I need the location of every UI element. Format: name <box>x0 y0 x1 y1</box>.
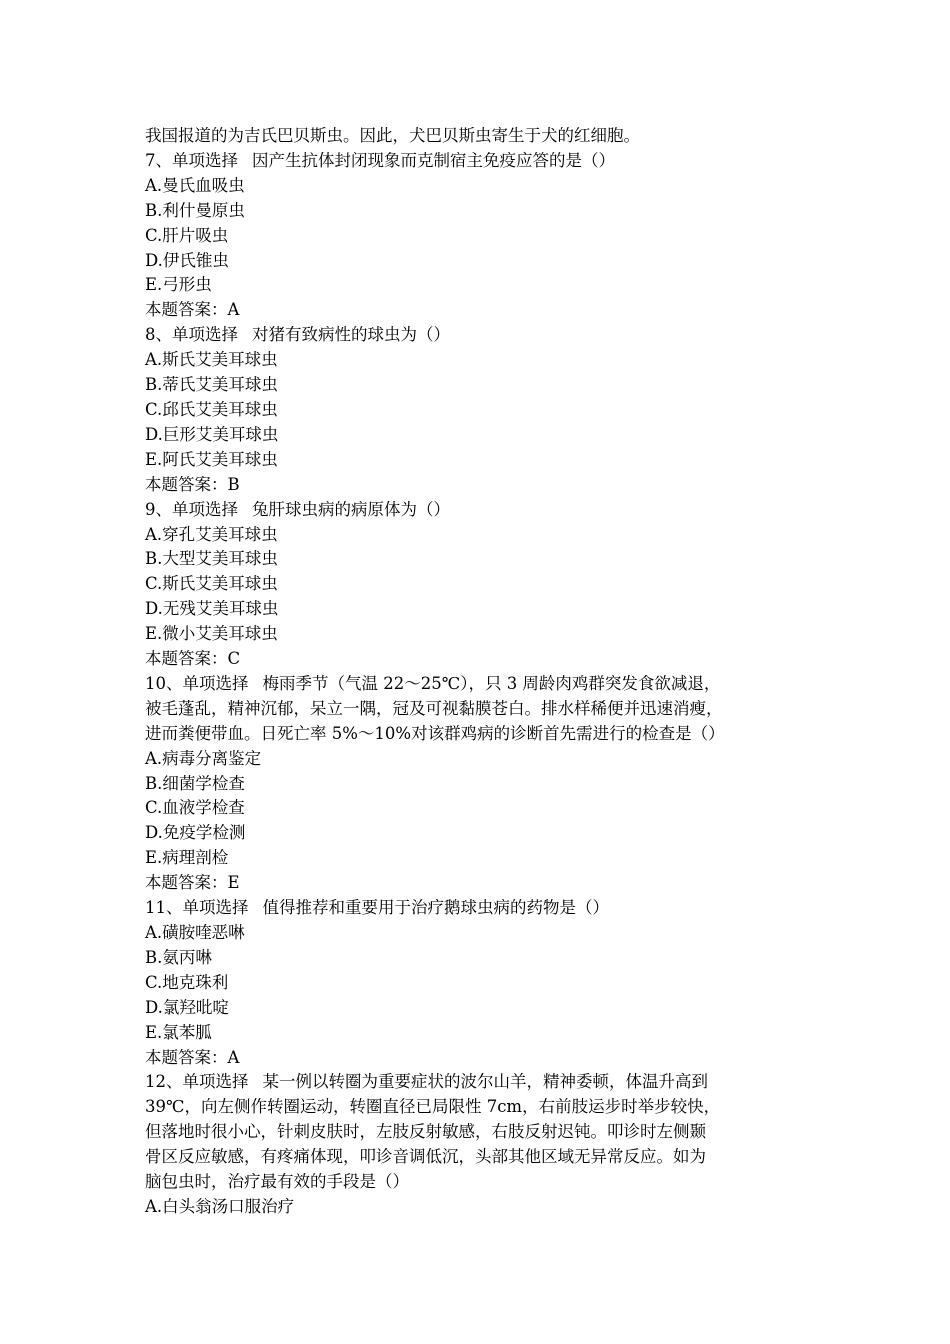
option-letter: A. <box>145 524 163 544</box>
question-number: 9、 <box>145 499 172 519</box>
question-number: 10、 <box>145 673 183 693</box>
option-c <box>145 224 815 249</box>
option-b <box>145 373 815 398</box>
option-letter: E. <box>145 275 163 295</box>
option-text: 曼氏血吸虫 <box>162 175 245 195</box>
option-d <box>145 996 815 1021</box>
answer-label: 本题答案： <box>145 1047 228 1067</box>
question-type: 单项选择 <box>182 673 249 693</box>
question-stem: 梅雨季节（气温 22～25℃），只 3 周龄肉鸡群突发食欲减退， <box>262 673 721 693</box>
option-b <box>145 199 815 224</box>
option-letter: E. <box>145 449 163 469</box>
question-number: 12、 <box>145 1072 183 1092</box>
question-stem-continued: 39℃，向左侧作转圈运动，转圈直径已局限性 7cm，右前肢运步时举步较快， <box>145 1097 721 1117</box>
question-stem-continued: 骨区反应敏感，有疼痛体现，叩诊音调低沉，头部其他区域无异常反应。如为 <box>145 1147 706 1167</box>
option-text: 氯羟吡啶 <box>162 997 229 1017</box>
option-text: 白头翁汤口服治疗 <box>162 1196 295 1216</box>
question-type: 单项选择 <box>172 325 238 345</box>
option-text: 弓形虫 <box>162 275 212 295</box>
option-letter: B. <box>145 947 163 967</box>
answer-value: C <box>227 649 241 669</box>
option-text: 微小艾美耳球虫 <box>162 624 278 644</box>
option-text: 无残艾美耳球虫 <box>162 599 279 619</box>
question-stem-continued: 被毛蓬乱，精神沉郁，呆立一隅，冠及可视黏膜苍白。排水样稀便并迅速消瘦， <box>145 698 723 718</box>
answer-value: A <box>227 1047 240 1067</box>
answer-line <box>145 871 815 896</box>
option-text: 斯氏艾美耳球虫 <box>162 350 278 370</box>
question-stem: 值得推荐和重要用于治疗鹅球虫病的药物是（） <box>262 898 609 918</box>
answer-label: 本题答案： <box>145 300 228 320</box>
question-type: 单项选择 <box>182 1072 249 1092</box>
option-letter: B. <box>145 773 163 793</box>
option-d <box>145 597 815 622</box>
option-letter: D. <box>145 997 163 1017</box>
option-text: 阿氏艾美耳球虫 <box>162 449 278 469</box>
option-d <box>145 249 815 274</box>
option-letter: D. <box>145 823 163 843</box>
option-letter: C. <box>145 798 163 818</box>
option-text: 病毒分离鉴定 <box>162 748 262 768</box>
question-type: 单项选择 <box>182 898 249 918</box>
question-12-header <box>145 1070 815 1095</box>
option-text: 地克珠利 <box>162 972 229 992</box>
option-letter: B. <box>145 549 163 569</box>
answer-line <box>145 298 815 323</box>
option-letter: E. <box>145 624 163 644</box>
option-letter: D. <box>145 424 163 444</box>
option-letter: D. <box>145 599 163 619</box>
answer-line <box>145 1046 815 1071</box>
question-type: 单项选择 <box>172 499 238 519</box>
question-number: 7、 <box>145 150 172 170</box>
option-text: 氨丙啉 <box>162 947 212 967</box>
option-letter: C. <box>145 225 163 245</box>
answer-label: 本题答案： <box>145 873 228 893</box>
option-text: 磺胺喹恶啉 <box>162 923 245 942</box>
option-a <box>145 1195 815 1220</box>
option-a <box>145 348 815 373</box>
question-number: 11、 <box>145 898 183 918</box>
option-letter: B. <box>145 200 163 220</box>
option-text: 利什曼原虫 <box>162 200 245 220</box>
answer-label: 本题答案： <box>145 649 228 669</box>
option-e <box>145 846 815 871</box>
question-stem: 兔肝球虫病的病原体为（） <box>252 499 450 519</box>
option-text: 邱氏艾美耳球虫 <box>162 399 278 419</box>
option-e <box>145 448 815 473</box>
option-b <box>145 946 815 971</box>
option-text: 病理剖检 <box>162 848 229 868</box>
question-7-header <box>145 149 815 174</box>
question-11-header <box>145 896 815 921</box>
question-stem-continued: 脑包虫时，治疗最有效的手段是（） <box>145 1172 409 1192</box>
option-letter: D. <box>145 250 163 270</box>
option-b <box>145 547 815 572</box>
option-c <box>145 398 815 423</box>
question-stem-continued: 但落地时很小心，针刺皮肤时，左肢反射敏感，右肢反射迟钝。叩诊时左侧颞 <box>145 1122 706 1142</box>
option-letter: C. <box>145 574 163 594</box>
question-stem-continued: 进而粪便带血。日死亡率 5%～10%对该群鸡病的诊断首先需进行的检查是（） <box>145 723 725 743</box>
option-a <box>145 747 815 772</box>
option-c <box>145 796 815 821</box>
option-d <box>145 423 815 448</box>
intro-line: 我国报道的为吉氏巴贝斯虫。因此，犬巴贝斯虫寄生于犬的红细胞。 <box>145 126 640 145</box>
question-stem: 因产生抗体封闭现象而克制宿主免疫应答的是（） <box>252 150 615 170</box>
question-stem: 对猪有致病性的球虫为（） <box>252 325 450 345</box>
option-letter: E. <box>145 848 163 868</box>
question-number: 8、 <box>145 325 172 345</box>
option-letter: E. <box>145 1022 163 1042</box>
option-text: 血液学检查 <box>162 798 245 818</box>
document-page <box>145 124 815 1220</box>
option-e <box>145 273 815 298</box>
option-letter: A. <box>145 1196 163 1216</box>
answer-value: B <box>227 474 240 494</box>
question-9-header <box>145 498 815 523</box>
question-10-header <box>145 672 815 697</box>
option-e <box>145 622 815 647</box>
option-letter: C. <box>145 399 163 419</box>
option-text: 免疫学检测 <box>162 823 246 843</box>
question-8-header <box>145 323 815 348</box>
option-text: 细菌学检查 <box>162 773 245 793</box>
answer-value: A <box>227 300 240 320</box>
option-e <box>145 1021 815 1046</box>
option-letter: A. <box>145 175 163 195</box>
option-a <box>145 174 815 199</box>
answer-label: 本题答案： <box>145 474 228 494</box>
option-letter: C. <box>145 972 163 992</box>
option-letter: A. <box>145 923 163 942</box>
option-text: 大型艾美耳球虫 <box>162 549 278 569</box>
option-text: 巨形艾美耳球虫 <box>162 424 279 444</box>
option-letter: B. <box>145 375 163 395</box>
option-letter: A. <box>145 350 163 370</box>
option-a <box>145 921 815 946</box>
option-letter: A. <box>145 748 163 768</box>
question-stem: 某一例以转圈为重要症状的波尔山羊，精神委顿，体温升高到 <box>262 1072 708 1092</box>
option-text: 穿孔艾美耳球虫 <box>162 524 278 544</box>
option-text: 肝片吸虫 <box>162 225 229 245</box>
option-text: 斯氏艾美耳球虫 <box>162 574 278 594</box>
answer-line <box>145 647 815 672</box>
option-c <box>145 971 815 996</box>
answer-value: E <box>227 873 240 893</box>
option-text: 氯苯胍 <box>162 1022 212 1042</box>
option-text: 蒂氏艾美耳球虫 <box>162 375 278 395</box>
answer-line <box>145 473 815 498</box>
question-type: 单项选择 <box>172 150 238 170</box>
option-a <box>145 523 815 548</box>
option-c <box>145 572 815 597</box>
option-b <box>145 772 815 797</box>
option-text: 伊氏锥虫 <box>162 250 229 270</box>
option-d <box>145 821 815 846</box>
